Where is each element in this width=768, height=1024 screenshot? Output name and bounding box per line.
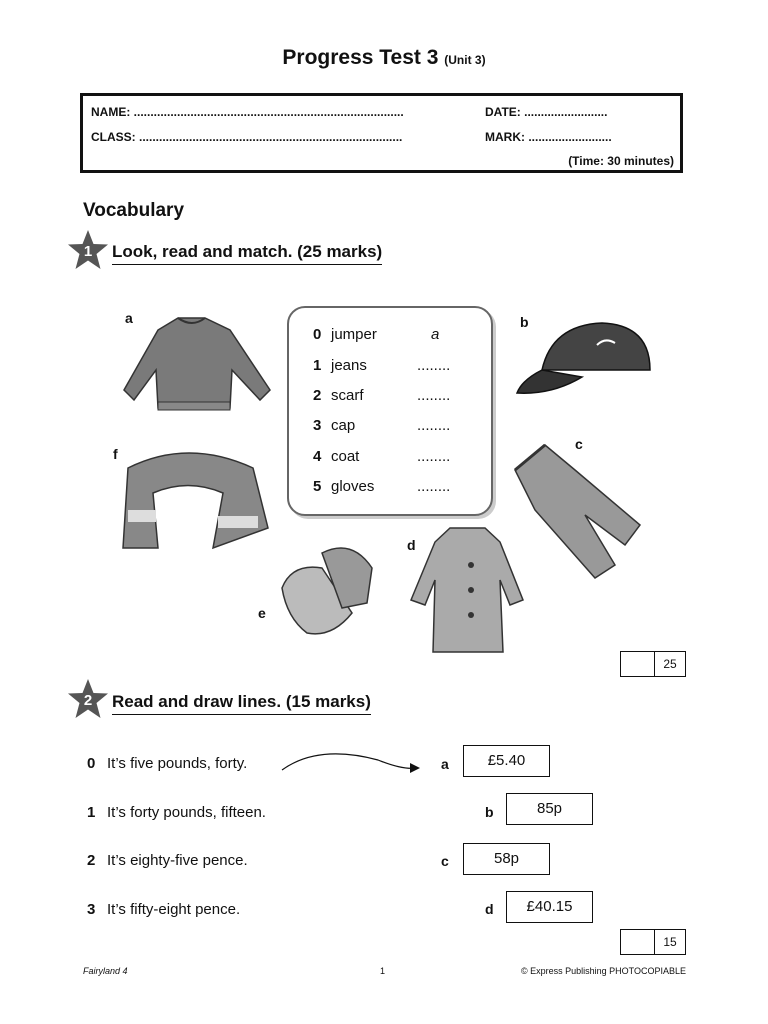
exercise-1-heading	[112, 242, 382, 262]
mark-field[interactable]: MARK: .........................	[485, 130, 612, 144]
item-number: 2	[313, 387, 322, 404]
price-letter: a	[441, 756, 449, 772]
item-number: 5	[313, 478, 322, 495]
item-number: 0	[313, 326, 322, 343]
title-text: Progress Test 3	[282, 46, 439, 69]
vocabulary-box	[287, 306, 493, 516]
price-box[interactable]: £5.40	[463, 745, 550, 777]
cap-illustration	[512, 315, 662, 405]
exercise-1-mark-box[interactable]	[620, 651, 686, 677]
footer-book-title: Fairyland 4	[83, 966, 128, 976]
item-answer-blank[interactable]: ........	[417, 417, 451, 434]
item-word: coat	[331, 448, 360, 465]
sentence-item	[87, 755, 247, 772]
class-field[interactable]: CLASS: ...............................................................................	[91, 130, 403, 144]
letter-c: c	[575, 436, 583, 452]
gloves-illustration	[272, 538, 387, 648]
max-score: 15	[663, 935, 677, 949]
exercise-1-star	[66, 228, 110, 277]
item-answer-blank[interactable]: ........	[417, 448, 451, 465]
price-letter: d	[485, 901, 494, 917]
sentence-number: 1	[87, 804, 96, 821]
sentence-text: It’s fifty-eight pence.	[107, 901, 241, 918]
exercise-2-number: 2	[83, 692, 93, 709]
sentence-text: It’s eighty-five pence.	[107, 852, 248, 869]
letter-a: a	[125, 310, 133, 326]
coat-illustration	[405, 520, 530, 660]
exercise-2-mark-box[interactable]	[620, 929, 686, 955]
scarf-illustration	[108, 438, 273, 558]
vocab-item	[313, 326, 439, 346]
item-word: jeans	[331, 357, 367, 374]
sentence-number: 3	[87, 901, 96, 918]
exercise-2-heading-text: Read and draw lines. (15 marks)	[112, 692, 371, 715]
item-word: scarf	[331, 387, 364, 404]
sentence-number: 2	[87, 852, 96, 869]
footer-copyright: © Express Publishing PHOTOCOPIABLE	[520, 966, 686, 976]
footer-page-number: 1	[380, 966, 386, 976]
sentence-item	[87, 852, 248, 869]
sentence-number: 0	[87, 755, 96, 772]
sentence-item	[87, 804, 266, 821]
score-blank[interactable]	[621, 652, 655, 676]
exercise-2-star	[66, 677, 110, 726]
name-field[interactable]: NAME: .................................................................................	[91, 105, 404, 119]
letter-b: b	[520, 314, 529, 330]
vocab-item	[313, 357, 450, 377]
item-number: 4	[313, 448, 322, 465]
item-answer-blank[interactable]: ........	[417, 357, 451, 374]
letter-f: f	[113, 446, 118, 462]
letter-d: d	[407, 537, 416, 553]
item-number: 1	[313, 357, 322, 374]
sentence-item	[87, 901, 240, 918]
exercise-1-heading-text: Look, read and match. (25 marks)	[112, 242, 382, 265]
exercise-2-heading	[112, 692, 371, 712]
student-info-box	[80, 93, 683, 173]
vocab-item	[313, 478, 450, 498]
price-box[interactable]: 58p	[463, 843, 550, 875]
price-letter: b	[485, 804, 494, 820]
title-unit: (Unit 3)	[444, 53, 486, 67]
item-answer-blank[interactable]: ........	[417, 387, 451, 404]
price-box[interactable]: £40.15	[506, 891, 593, 923]
item-answer-blank[interactable]: ........	[417, 478, 451, 495]
max-score: 25	[663, 657, 677, 671]
score-blank[interactable]	[621, 930, 655, 954]
item-word: jumper	[331, 326, 377, 343]
item-answer: a	[431, 326, 440, 343]
item-word: cap	[331, 417, 356, 434]
item-word: gloves	[331, 478, 375, 495]
item-number: 3	[313, 417, 322, 434]
jumper-illustration	[120, 308, 275, 423]
time-note: (Time: 30 minutes)	[568, 154, 674, 168]
price-letter: c	[441, 853, 449, 869]
vocab-item	[313, 417, 450, 437]
page-title	[0, 46, 768, 70]
section-heading: Vocabulary	[83, 200, 185, 221]
letter-e: e	[258, 605, 266, 621]
exercise-1-number: 1	[83, 243, 93, 260]
sentence-text: It’s forty pounds, fifteen.	[107, 804, 266, 821]
vocab-item	[313, 448, 450, 468]
sentence-text: It’s five pounds, forty.	[107, 755, 248, 772]
example-match-line	[278, 748, 423, 778]
price-box[interactable]: 85p	[506, 793, 593, 825]
vocab-item	[313, 387, 450, 407]
date-field[interactable]: DATE: .........................	[485, 105, 608, 119]
